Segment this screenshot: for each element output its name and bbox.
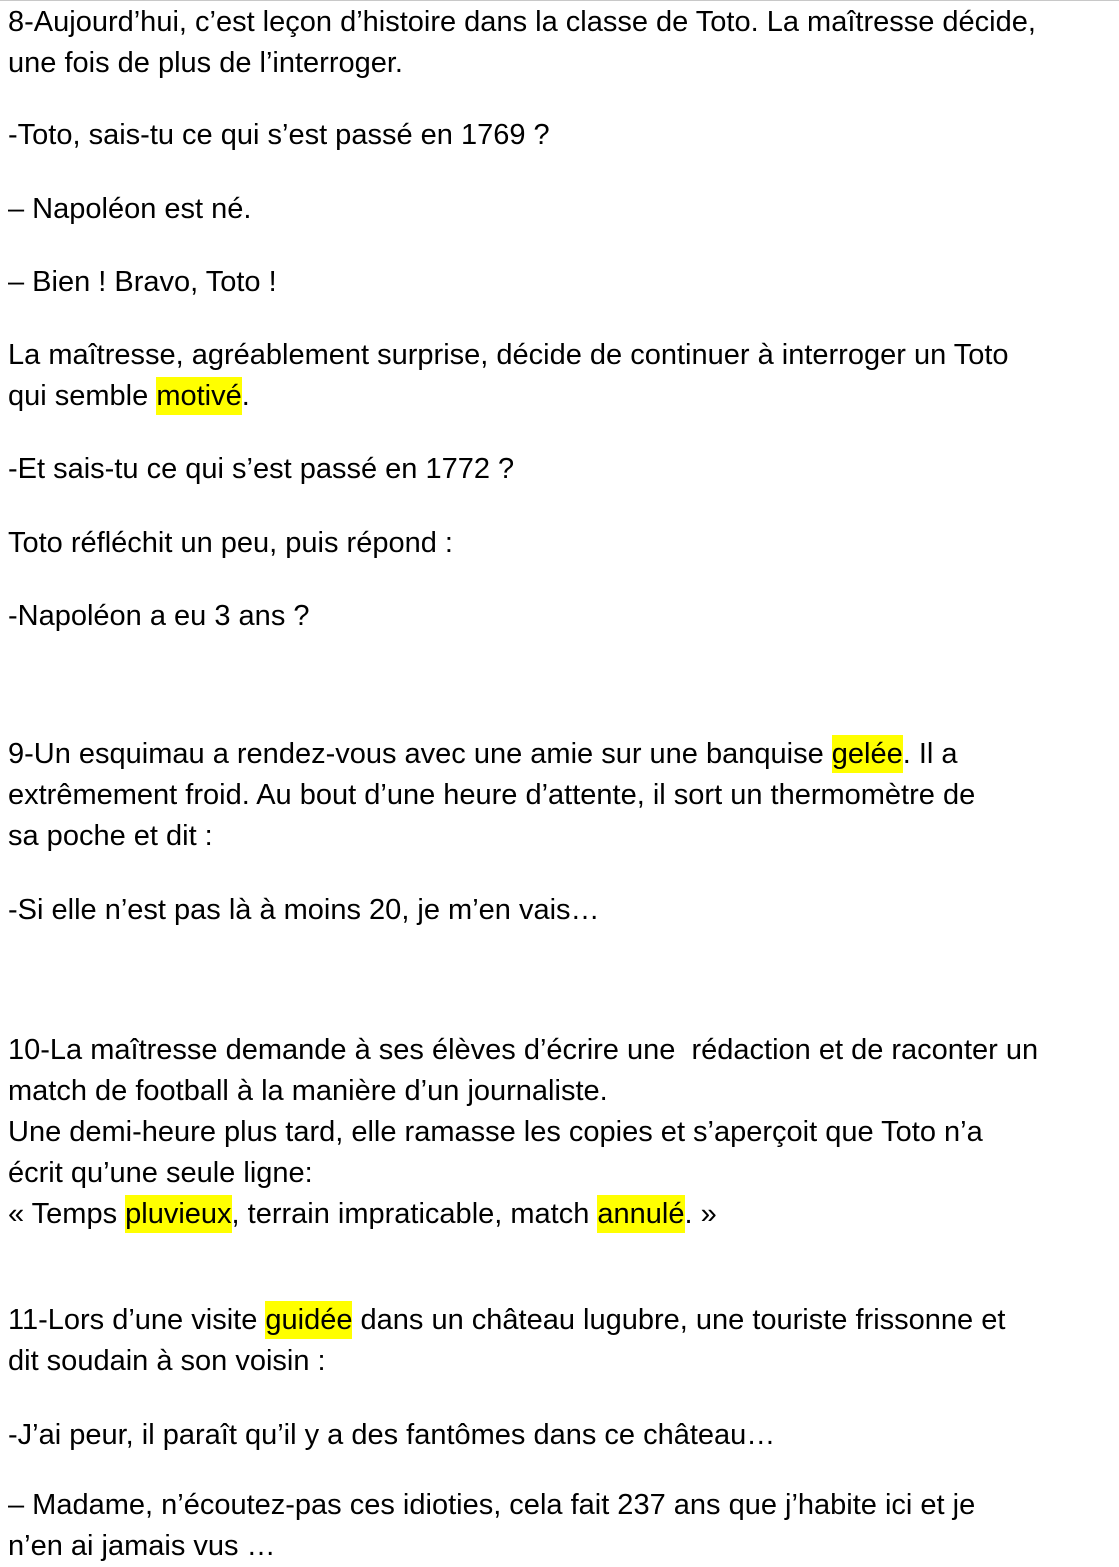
- text-segment: écrit qu’une seule ligne:: [8, 1157, 313, 1189]
- text-line: [8, 1526, 1113, 1567]
- text-segment: .: [241, 380, 250, 412]
- text-line: [8, 1071, 1113, 1112]
- text-segment: qui semble: [8, 380, 157, 412]
- text-segment: La maîtresse, agréablement surprise, décide de continuer à interroger un Toto: [8, 339, 1009, 371]
- text-segment: -Et sais-tu ce qui s’est passé en 1772 ?: [8, 453, 515, 485]
- text-segment: – Napoléon est né.: [8, 193, 252, 225]
- text-segment: . »: [684, 1198, 717, 1230]
- text-segment: dit soudain à son voisin :: [8, 1345, 326, 1377]
- text-line: [8, 1153, 1113, 1194]
- joke-9-punchline: [8, 890, 1113, 931]
- text-segment: Toto réfléchit un peu, puis répond :: [8, 527, 453, 559]
- text-segment: -Toto, sais-tu ce qui s’est passé en 1769 ?: [8, 119, 550, 151]
- text-line: [8, 1341, 1113, 1382]
- page-top-edge: [0, 0, 1119, 1]
- highlighted-word: annulé: [597, 1195, 684, 1233]
- highlighted-word: motivé: [156, 377, 241, 415]
- highlighted-word: gelée: [832, 735, 903, 773]
- joke-9-intro-paragraph: [8, 734, 1113, 857]
- text-line: [8, 816, 1113, 857]
- text-segment: -Napoléon a eu 3 ans ?: [8, 600, 310, 632]
- joke-8-narration-2: [8, 523, 1113, 564]
- text-line: [8, 1300, 1113, 1341]
- highlighted-word: pluvieux: [125, 1195, 231, 1233]
- text-line: [8, 376, 1113, 417]
- text-line: [8, 335, 1113, 376]
- text-line: [8, 775, 1113, 816]
- joke-8-punchline: [8, 596, 1113, 637]
- joke-10-paragraph: [8, 1030, 1113, 1235]
- text-line: [8, 43, 1113, 84]
- text-segment: « Temps: [8, 1198, 126, 1230]
- text-line: [8, 734, 1113, 775]
- joke-8-intro-paragraph: [8, 2, 1113, 84]
- text-line: [8, 1112, 1113, 1153]
- joke-8-question-1: [8, 115, 1113, 156]
- text-line: [8, 449, 1113, 490]
- text-line: [8, 1194, 1113, 1235]
- text-line: [8, 596, 1113, 637]
- text-line: [8, 189, 1113, 230]
- joke-8-narration: [8, 335, 1113, 417]
- text-segment: -Si elle n’est pas là à moins 20, je m’en vais…: [8, 894, 600, 926]
- joke-11-dialogue-1: [8, 1415, 1113, 1456]
- text-segment: 11-Lors d’une visite: [8, 1304, 266, 1336]
- text-segment: extrêmement froid. Au bout d’une heure d’attente, il sort un thermomètre de: [8, 779, 976, 811]
- joke-8-reply: [8, 262, 1113, 303]
- text-segment: sa poche et dit :: [8, 820, 213, 852]
- text-segment: – Madame, n’écoutez-pas ces idioties, cela fait 237 ans que j’habite ici et je: [8, 1489, 976, 1521]
- text-segment: , terrain impraticable, match: [231, 1198, 598, 1230]
- text-line: [8, 115, 1113, 156]
- text-segment: 10-La maîtresse demande à ses élèves d’écrire une rédaction et de raconter un: [8, 1034, 1039, 1066]
- text-line: [8, 523, 1113, 564]
- text-line: [8, 2, 1113, 43]
- text-segment: une fois de plus de l’interroger.: [8, 47, 403, 79]
- text-segment: n’en ai jamais vus …: [8, 1530, 276, 1562]
- text-segment: 9-Un esquimau a rendez-vous avec une amie sur une banquise: [8, 738, 832, 770]
- text-line: [8, 262, 1113, 303]
- text-segment: match de football à la manière d’un journaliste.: [8, 1075, 608, 1107]
- joke-11-intro-paragraph: [8, 1300, 1113, 1382]
- text-line: [8, 1415, 1113, 1456]
- text-segment: -J’ai peur, il paraît qu’il y a des fantômes dans ce château…: [8, 1419, 776, 1451]
- joke-8-answer-1: [8, 189, 1113, 230]
- text-line: [8, 890, 1113, 931]
- text-segment: Une demi-heure plus tard, elle ramasse les copies et s’aperçoit que Toto n’a: [8, 1116, 983, 1148]
- text-segment: . Il a: [902, 738, 958, 770]
- text-line: [8, 1485, 1113, 1526]
- joke-11-punchline: [8, 1485, 1113, 1567]
- text-segment: dans un château lugubre, une touriste frissonne et: [352, 1304, 1006, 1336]
- joke-8-question-2: [8, 449, 1113, 490]
- text-segment: 8-Aujourd’hui, c’est leçon d’histoire dans la classe de Toto. La maîtresse décide,: [8, 6, 1036, 38]
- text-segment: – Bien ! Bravo, Toto !: [8, 266, 277, 298]
- text-line: [8, 1030, 1113, 1071]
- highlighted-word: guidée: [265, 1301, 352, 1339]
